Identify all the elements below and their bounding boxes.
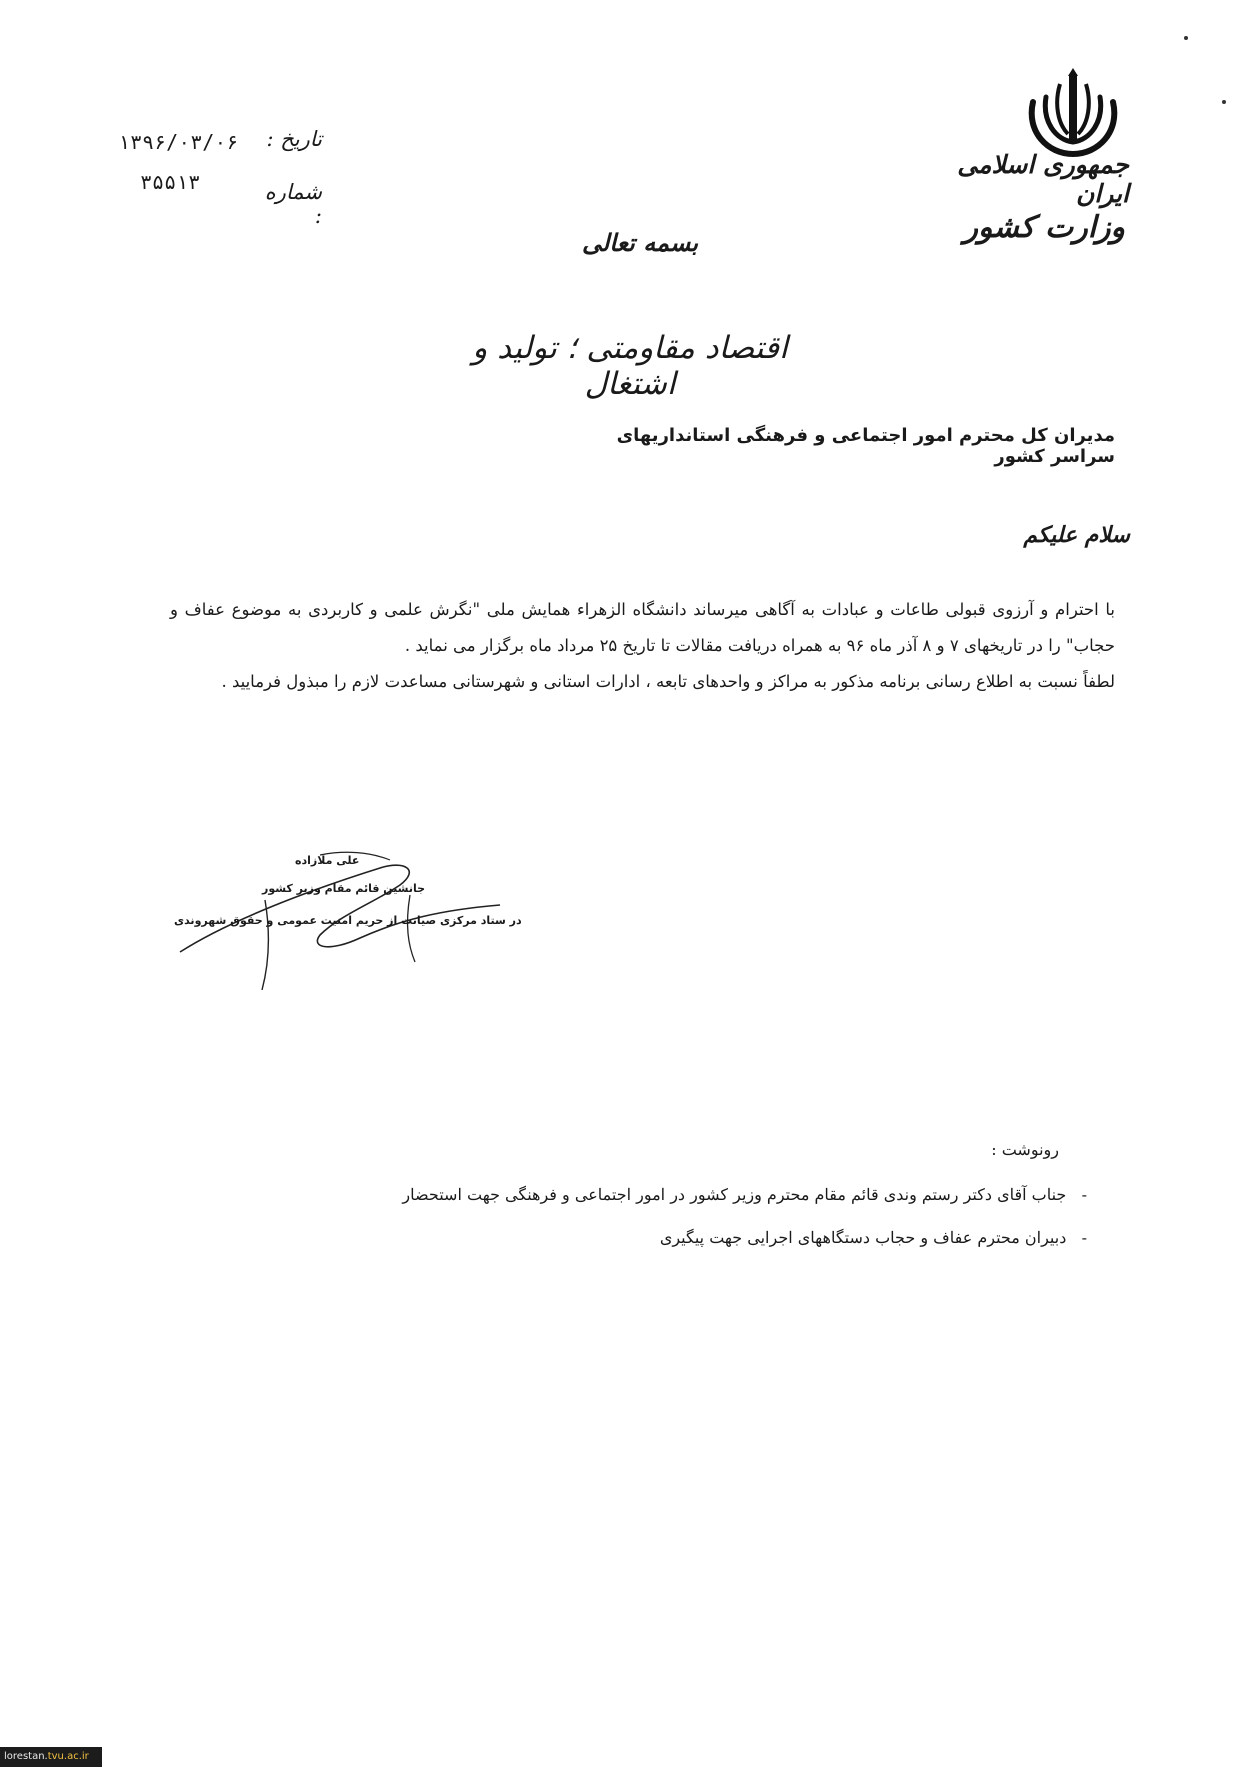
cc-item: - جناب آقای دکتر رستم وندی قائم مقام محترم وزیر کشور در امور اجتماعی و فرهنگی جهت استحضار — [402, 1185, 1087, 1204]
bismillah-heading: بسمه تعالی — [581, 228, 699, 257]
mark-dot — [1222, 100, 1226, 104]
signer-department: در ستاد مرکزی صیانت از حریم امنیت عمومی و حقوق شهروندی — [174, 914, 522, 927]
bullet-dash: - — [1066, 1228, 1087, 1247]
body-paragraph: لطفاً نسبت به اطلاع رسانی برنامه مذکور به مراکز و واحدهای تابعه ، ادارات استانی و شهرستانی مساعدت لازم را مبذول فرمایید . — [221, 672, 1115, 691]
letter-body — [170, 592, 1115, 700]
slogan-heading: اقتصاد مقاومتی ؛ تولید و اشتغال — [472, 330, 788, 402]
date-value: ۱۳۹۶/۰۳/۰۶ — [118, 130, 239, 154]
signer-title: جانشین قائم مقام وزیر کشور — [262, 882, 426, 895]
ministry-name: وزارت کشور — [963, 210, 1125, 245]
signer-name: علی ملازاده — [295, 854, 360, 867]
cc-item: - دبیران محترم عفاف و حجاب دستگاههای اجرایی جهت پیگیری — [659, 1228, 1087, 1247]
signature-block — [170, 840, 522, 990]
number-label: شماره : — [264, 180, 322, 228]
cc-title: رونوشت : — [991, 1140, 1059, 1159]
number-value: ۳۵۵۱۳ — [140, 170, 201, 194]
iran-emblem-icon — [1018, 62, 1128, 157]
mark-dot — [1184, 36, 1188, 40]
country-name: جمهوری اسلامی ایران — [957, 150, 1129, 208]
body-paragraph: با احترام و آرزوی قبولی طاعات و عبادات به آگاهی میرساند دانشگاه الزهراء همایش ملی "نگرش علمی و کاربردی به موضوع عفاف و حجاب" را در تاریخهای ۷ و ۸ آذر ماه ۹۶ به همراه دریافت مقالات تا تاریخ ۲۵ مرداد ماه برگزار می نماید . — [170, 600, 1115, 655]
recipient-line: مدیران کل محترم امور اجتماعی و فرهنگی استانداریهای سراسر کشور — [616, 425, 1115, 467]
bullet-dash: - — [1066, 1185, 1087, 1204]
greeting-line: سلام علیکم — [1023, 522, 1130, 548]
date-label: تاریخ : — [266, 127, 322, 151]
site-watermark: lorestan.tvu.ac.ir — [0, 1747, 102, 1767]
